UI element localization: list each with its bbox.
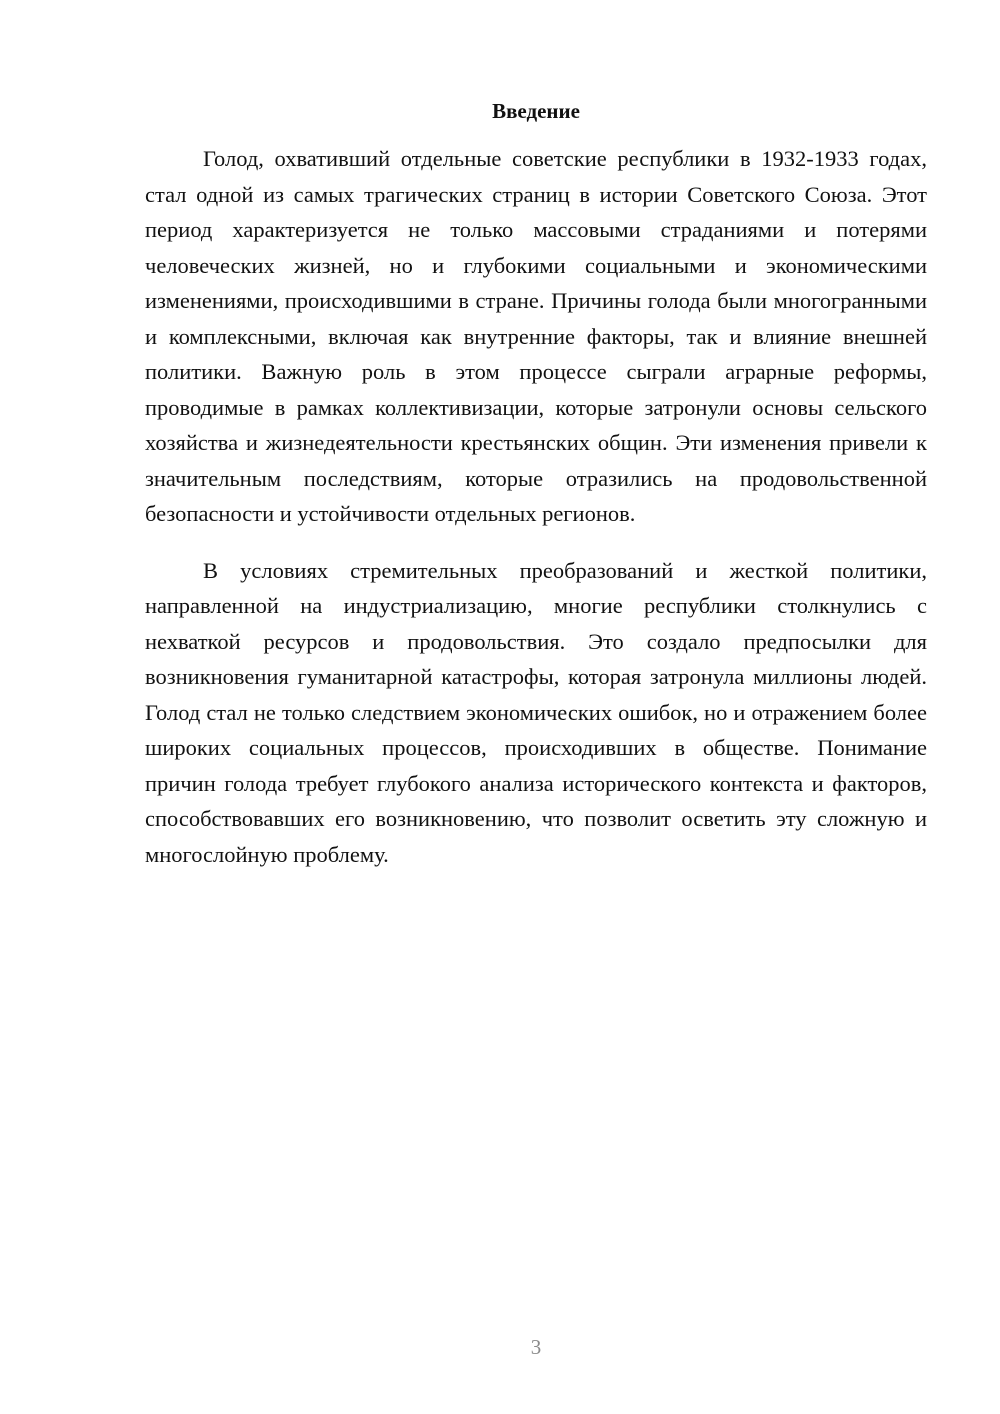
paragraph-1: Голод, охвативший отдельные советские республики в 1932-1933 годах, стал одной из самых трагических страниц в истории Советского Союза. Этот период характеризуется не только массовыми страданиями и потерями человеческих жизней, но и глубокими социальными и экономическими изменениями, происходившими в стране. Причины голода были многогранными и комплексными, включая как внутренние факторы, так и влияние внешней политики. Важную роль в этом процессе сыграли аграрные реформы, проводимые в рамках коллективизации, которые затронули основы сельского хозяйства и жизнедеятельности крестьянских общин. Эти изменения привели к значительным последствиям, которые отразились на продовольственной безопасности и устойчивости отдельных регионов.: [145, 146, 927, 526]
page-number: 3: [530, 1335, 542, 1359]
section-heading: Введение: [492, 99, 580, 123]
paragraph-2: В условиях стремительных преобразований и жесткой политики, направленной на индустриализацию, многие республики столкнулись с нехваткой ресурсов и продовольствия. Это создало предпосылки для возникновения гуманитарной катастрофы, которая затронула миллионы людей. Голод стал не только следствием экономических ошибок, но и отражением более широких социальных процессов, происходивших в обществе. Понимание причин голода требует глубокого анализа исторического контекста и факторов, способствовавших его возникновению, что позволит осветить эту сложную и многослойную проблему.: [145, 557, 927, 867]
body-text: [145, 141, 927, 872]
